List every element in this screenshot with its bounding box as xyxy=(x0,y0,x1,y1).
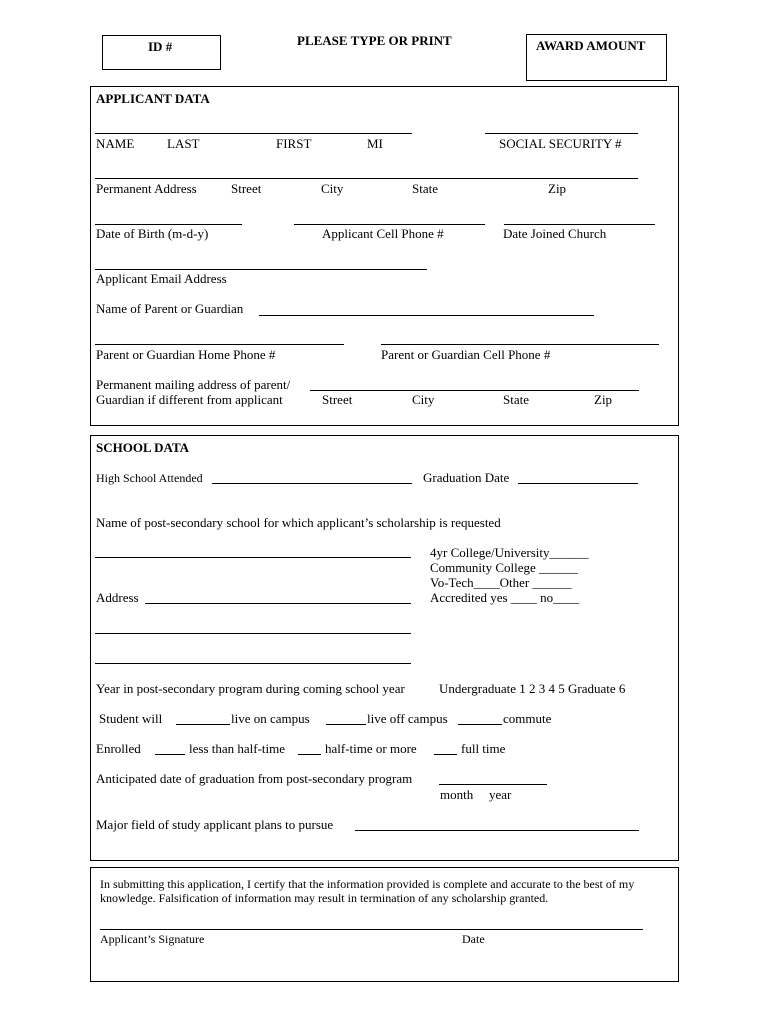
postsec-name-field-line[interactable] xyxy=(95,557,411,558)
mi-label: MI xyxy=(367,136,383,151)
cell-field-line[interactable] xyxy=(294,224,485,225)
certification-text-line1: In submitting this application, I certify that the information provided is complete and accurate to the best of my xyxy=(100,877,635,891)
church-field-line[interactable] xyxy=(504,224,655,225)
commute-blank[interactable] xyxy=(458,724,502,725)
full-time-option: full time xyxy=(461,741,506,756)
address-field-line-3[interactable] xyxy=(95,663,411,664)
on-campus-blank[interactable] xyxy=(176,724,230,725)
high-school-label: High School Attended xyxy=(96,471,203,485)
ssn-label: SOCIAL SECURITY # xyxy=(499,136,622,151)
parent-cell-phone-label: Parent or Guardian Cell Phone # xyxy=(381,347,551,362)
parent-address-label-line1: Permanent mailing address of parent/ xyxy=(96,377,291,392)
parent-street-label: Street xyxy=(322,392,353,407)
certification-text-line2: knowledge. Falsification of information may result in termination of any scholarship granted. xyxy=(100,891,549,905)
school-section xyxy=(90,435,679,861)
graduation-date-field-line[interactable] xyxy=(518,483,638,484)
graduation-date-label: Graduation Date xyxy=(423,470,510,485)
ssn-field-line[interactable] xyxy=(485,133,638,134)
applicant-section-title: APPLICANT DATA xyxy=(96,91,210,106)
major-field-label: Major field of study applicant plans to pursue xyxy=(96,817,334,832)
email-label: Applicant Email Address xyxy=(96,271,227,286)
parent-name-label: Name of Parent or Guardian xyxy=(96,301,244,316)
first-label: FIRST xyxy=(276,136,312,151)
id-label: ID # xyxy=(148,39,173,54)
anticipated-graduation-label: Anticipated date of graduation from post-secondary program xyxy=(96,771,413,786)
parent-home-phone-label: Parent or Guardian Home Phone # xyxy=(96,347,276,362)
date-joined-church-label: Date Joined Church xyxy=(503,226,607,241)
name-field-line[interactable] xyxy=(95,133,412,134)
year-options[interactable]: Undergraduate 1 2 3 4 5 Graduate 6 xyxy=(439,681,626,696)
votech-option[interactable]: Vo-Tech____Other ______ xyxy=(430,575,572,590)
less-half-blank[interactable] xyxy=(155,754,185,755)
year-label: year xyxy=(489,787,512,802)
name-label: NAME xyxy=(96,136,135,151)
parent-city-label: City xyxy=(412,392,435,407)
on-campus-option: live on campus xyxy=(231,711,310,726)
enrolled-label: Enrolled xyxy=(96,741,141,756)
parent-address-field-line[interactable] xyxy=(310,390,639,391)
email-field-line[interactable] xyxy=(95,269,427,270)
major-field-line[interactable] xyxy=(355,830,639,831)
parent-home-phone-field-line[interactable] xyxy=(95,344,344,345)
signature-label: Applicant’s Signature xyxy=(100,932,205,946)
cell-phone-label: Applicant Cell Phone # xyxy=(322,226,444,241)
address-field-line[interactable] xyxy=(95,178,638,179)
full-time-blank[interactable] xyxy=(434,754,457,755)
accredited-option[interactable]: Accredited yes ____ no____ xyxy=(430,590,580,605)
dob-field-line[interactable] xyxy=(95,224,242,225)
address-field-line-2[interactable] xyxy=(95,633,411,634)
month-label: month xyxy=(440,787,474,802)
street-label: Street xyxy=(231,181,262,196)
parent-address-label-line2: Guardian if different from applicant xyxy=(96,392,283,407)
signature-field-line[interactable] xyxy=(100,929,643,930)
school-section-title: SCHOOL DATA xyxy=(96,440,190,455)
half-time-option: half-time or more xyxy=(325,741,417,756)
dob-label: Date of Birth (m-d-y) xyxy=(96,226,209,241)
last-label: LAST xyxy=(167,136,200,151)
zip-label: Zip xyxy=(548,181,567,196)
student-will-label: Student will xyxy=(99,711,163,726)
college-option[interactable]: 4yr College/University______ xyxy=(430,545,589,560)
off-campus-option: live off campus xyxy=(367,711,448,726)
page-title: PLEASE TYPE OR PRINT xyxy=(297,33,452,48)
parent-zip-label: Zip xyxy=(594,392,613,407)
half-time-blank[interactable] xyxy=(298,754,321,755)
parent-name-field-line[interactable] xyxy=(259,315,594,316)
parent-cell-phone-field-line[interactable] xyxy=(381,344,659,345)
less-half-time-option: less than half-time xyxy=(189,741,286,756)
anticipated-graduation-field-line[interactable] xyxy=(439,784,547,785)
off-campus-blank[interactable] xyxy=(326,724,366,725)
city-label: City xyxy=(321,181,344,196)
state-label: State xyxy=(412,181,438,196)
postsec-school-label: Name of post-secondary school for which applicant’s scholarship is requested xyxy=(96,515,501,530)
permanent-address-label: Permanent Address xyxy=(96,181,197,196)
community-college-option[interactable]: Community College ______ xyxy=(430,560,579,575)
award-amount-label: AWARD AMOUNT xyxy=(536,38,646,53)
parent-state-label: State xyxy=(503,392,529,407)
address-label: Address xyxy=(96,590,139,605)
high-school-field-line[interactable] xyxy=(212,483,412,484)
address-field-line-1[interactable] xyxy=(145,603,411,604)
year-in-program-label: Year in post-secondary program during coming school year xyxy=(96,681,405,696)
commute-option: commute xyxy=(503,711,552,726)
signature-date-label: Date xyxy=(462,932,485,946)
